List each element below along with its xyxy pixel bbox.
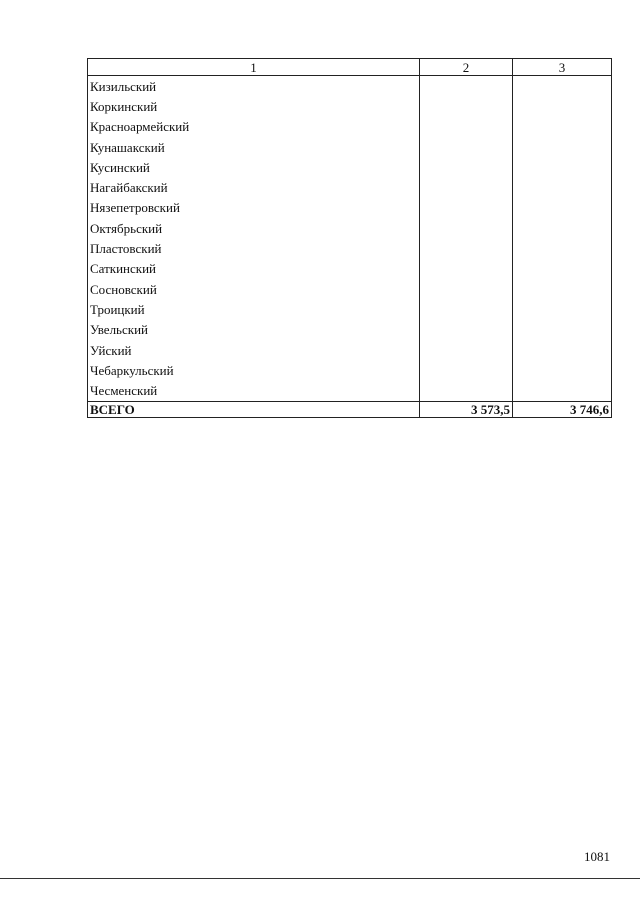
table-footer <box>88 401 612 417</box>
data-table <box>87 58 612 418</box>
row-col3 <box>513 320 612 340</box>
row-name: Нагайбакский <box>88 177 420 197</box>
row-col2 <box>420 360 513 380</box>
row-col3 <box>513 279 612 299</box>
row-col3 <box>513 238 612 258</box>
row-col3 <box>513 157 612 177</box>
table-row <box>88 198 612 218</box>
row-col2 <box>420 117 513 137</box>
table-row <box>88 380 612 401</box>
table-row <box>88 279 612 299</box>
row-name: Троицкий <box>88 299 420 319</box>
footer-divider <box>0 878 640 879</box>
total-col2: 3 573,5 <box>420 401 513 417</box>
row-col2 <box>420 76 513 97</box>
row-col3 <box>513 137 612 157</box>
row-col3 <box>513 117 612 137</box>
row-col2 <box>420 137 513 157</box>
header-col-2: 2 <box>420 59 513 76</box>
row-col2 <box>420 238 513 258</box>
table-row <box>88 137 612 157</box>
table-row <box>88 238 612 258</box>
table-row <box>88 96 612 116</box>
row-name: Кусинский <box>88 157 420 177</box>
row-col2 <box>420 198 513 218</box>
table-row <box>88 320 612 340</box>
row-col2 <box>420 259 513 279</box>
row-name: Красноармейский <box>88 117 420 137</box>
header-col-3: 3 <box>513 59 612 76</box>
table-body <box>88 76 612 402</box>
row-name: Чесменский <box>88 380 420 401</box>
row-col3 <box>513 299 612 319</box>
row-name: Сосновский <box>88 279 420 299</box>
row-col3 <box>513 340 612 360</box>
row-col3 <box>513 360 612 380</box>
table-row <box>88 76 612 97</box>
row-col2 <box>420 96 513 116</box>
row-name: Пластовский <box>88 238 420 258</box>
total-row <box>88 401 612 417</box>
table-row <box>88 157 612 177</box>
row-col2 <box>420 177 513 197</box>
row-col3 <box>513 259 612 279</box>
row-name: Нязепетровский <box>88 198 420 218</box>
row-name: Саткинский <box>88 259 420 279</box>
row-col2 <box>420 157 513 177</box>
row-col2 <box>420 340 513 360</box>
row-col3 <box>513 198 612 218</box>
table-row <box>88 177 612 197</box>
row-col2 <box>420 218 513 238</box>
row-name: Октябрьский <box>88 218 420 238</box>
total-col3: 3 746,6 <box>513 401 612 417</box>
table-row <box>88 218 612 238</box>
header-col-1: 1 <box>88 59 420 76</box>
row-col3 <box>513 76 612 97</box>
row-name: Кунашакский <box>88 137 420 157</box>
row-name: Коркинский <box>88 96 420 116</box>
header-row <box>88 59 612 76</box>
row-name: Чебаркульский <box>88 360 420 380</box>
table-row <box>88 340 612 360</box>
row-col3 <box>513 96 612 116</box>
row-col2 <box>420 299 513 319</box>
table-row <box>88 117 612 137</box>
row-col2 <box>420 380 513 401</box>
table-row <box>88 259 612 279</box>
row-col3 <box>513 380 612 401</box>
row-name: Кизильский <box>88 76 420 97</box>
table-row <box>88 360 612 380</box>
row-col2 <box>420 320 513 340</box>
row-col3 <box>513 177 612 197</box>
total-label: ВСЕГО <box>88 401 420 417</box>
row-name: Увельский <box>88 320 420 340</box>
row-col3 <box>513 218 612 238</box>
row-name: Уйский <box>88 340 420 360</box>
table-row <box>88 299 612 319</box>
page-number: 1081 <box>584 849 610 864</box>
row-col2 <box>420 279 513 299</box>
table-header <box>88 59 612 76</box>
